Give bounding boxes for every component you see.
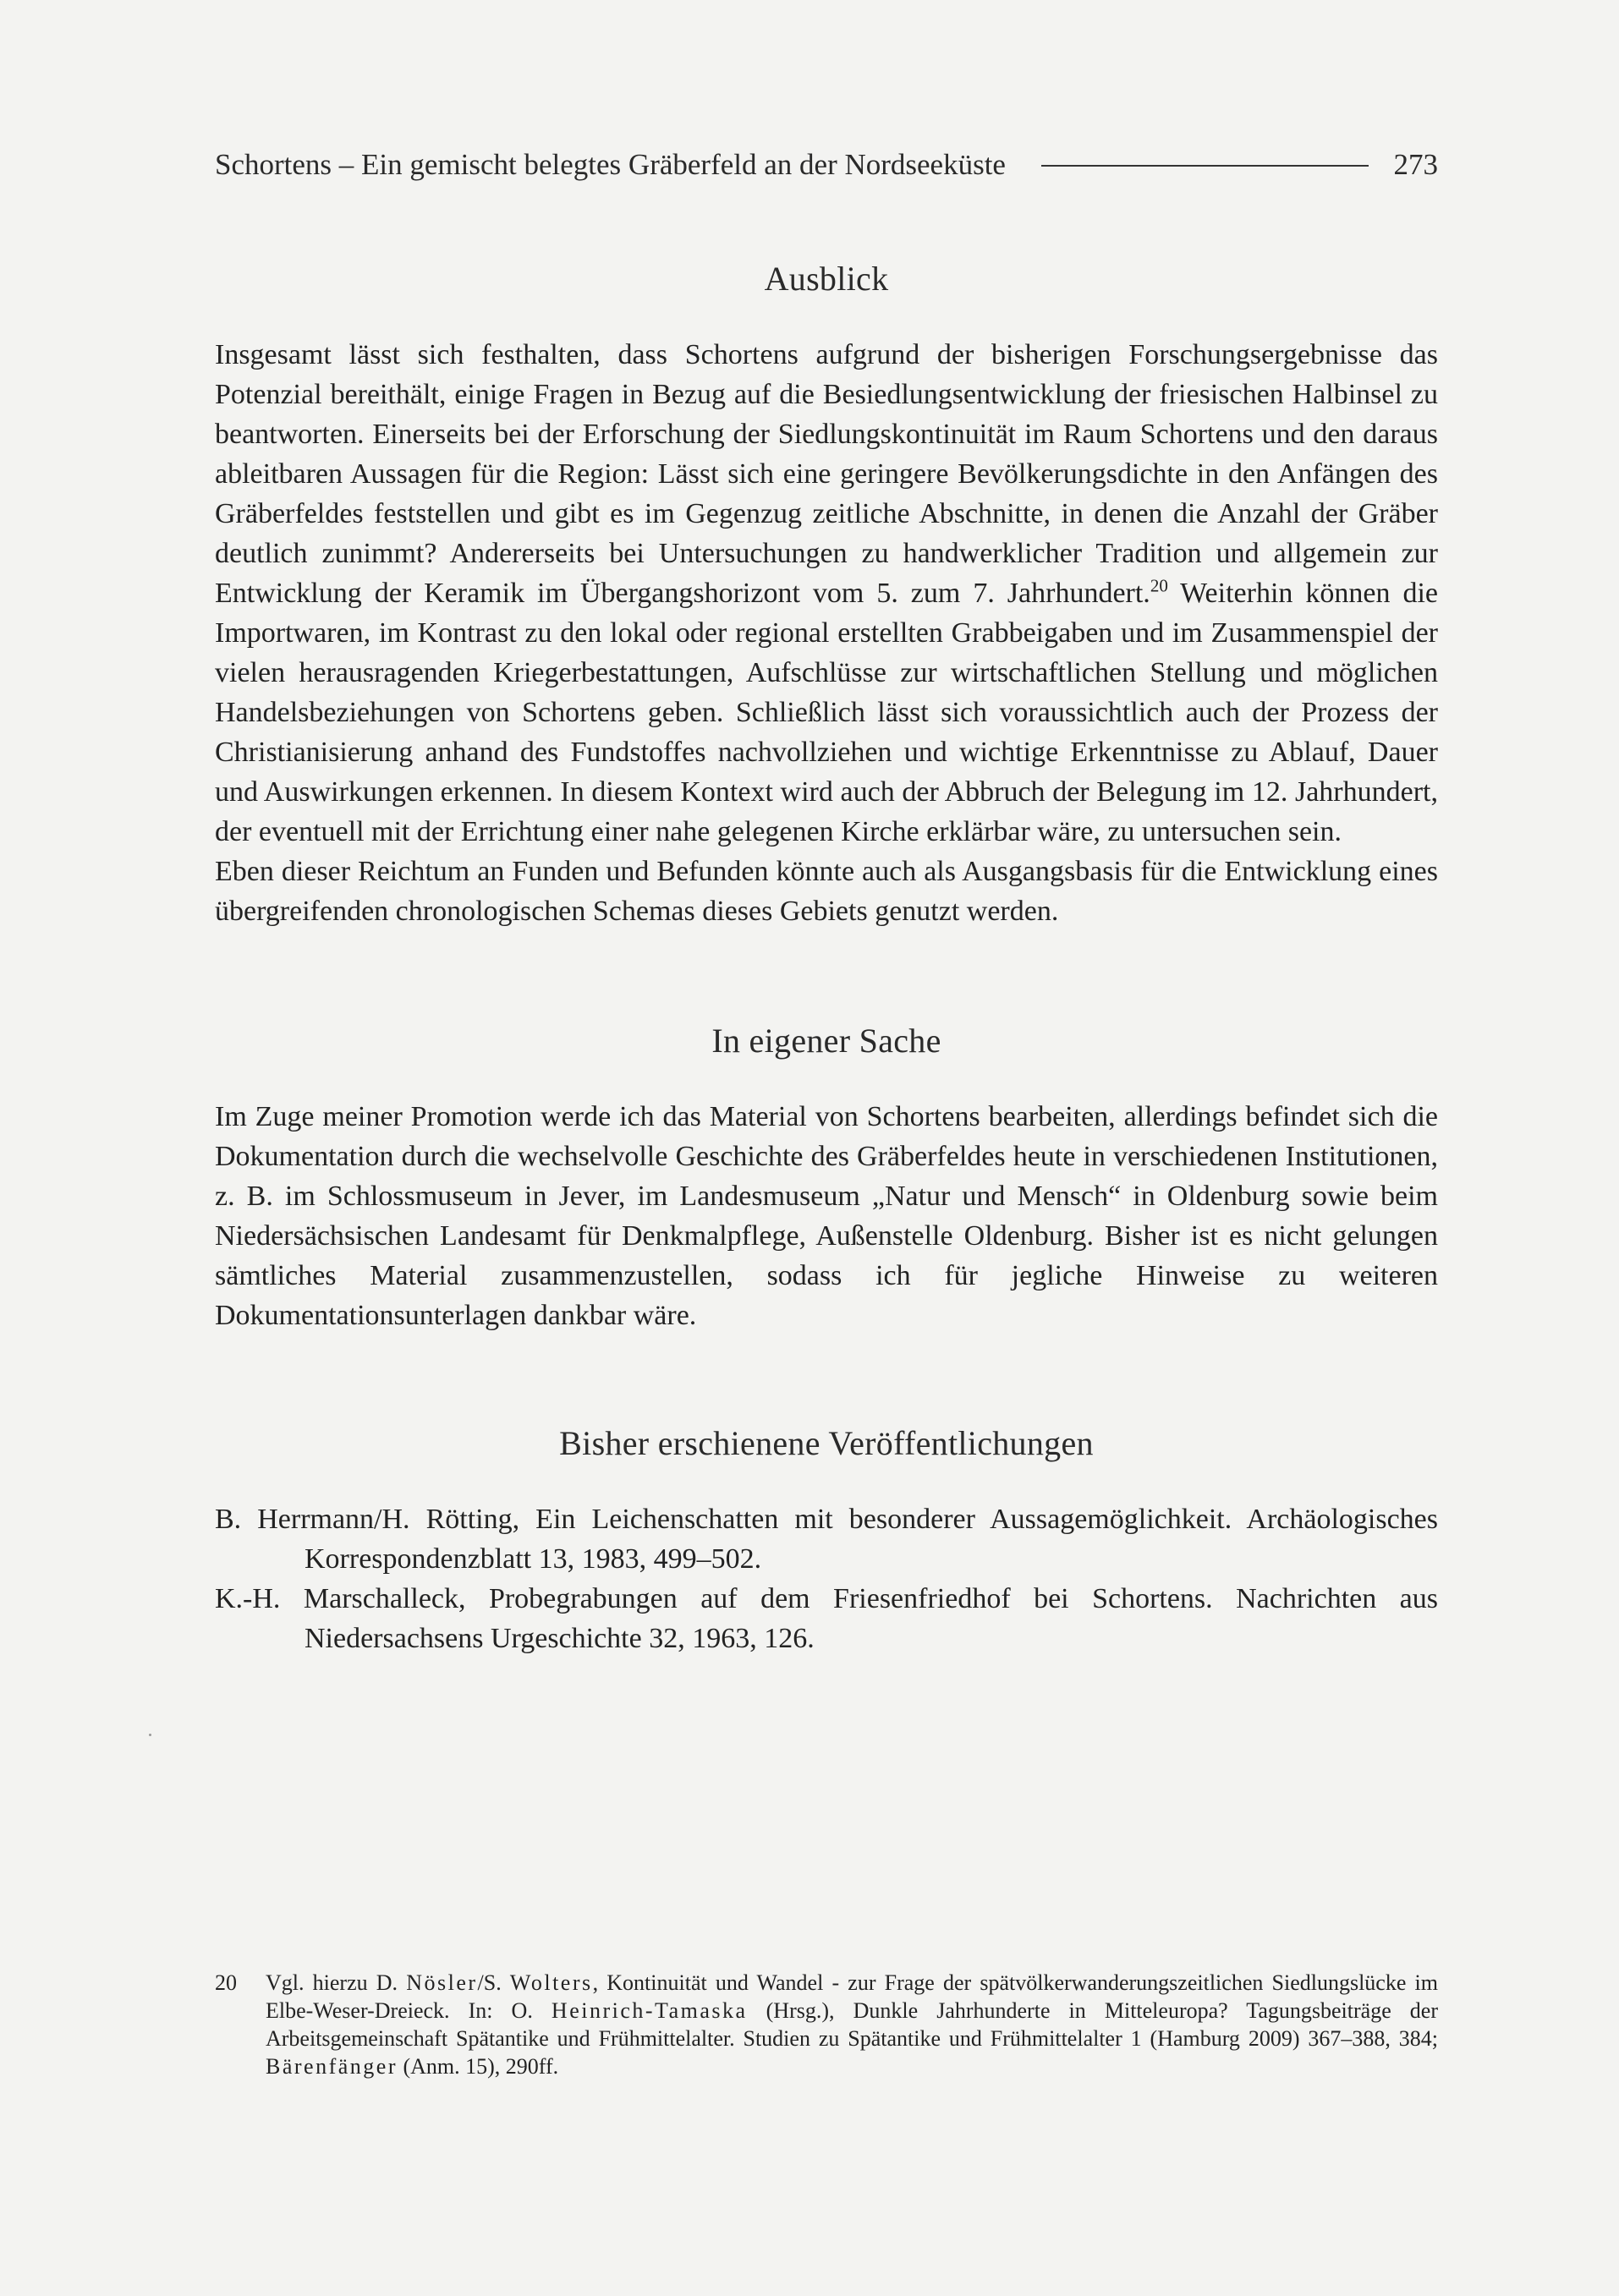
page-number: 273 — [1393, 147, 1438, 181]
bibliography-entry: B. Herrmann/H. Rötting, Ein Leichenschatten mit besonderer Aussagemöglichkeit. Archäologisches Korrespondenzblatt 13, 1983, 499–502. — [215, 1504, 1438, 1575]
footnote-number: 20 — [215, 1970, 237, 1995]
footnote-text-part: /S. — [477, 1970, 510, 1995]
publications-list — [215, 1499, 1438, 1658]
heading-ausblick: Ausblick — [764, 260, 889, 298]
section-eigene-sache-body — [215, 1097, 1438, 1335]
footnote-text-part: , Kontinuität und Wandel - zur Frage der spätvölkerwanderungszeitlichen Siedlungslücke im Elbe-Weser-Dreieck. In: O. — [266, 1970, 1438, 2023]
paragraph-eigene-sache: Im Zuge meiner Promotion werde ich das Material von Schortens bearbeiten, allerdings befindet sich die Dokumentation durch die wechselvolle Geschichte des Gräberfeldes heute in verschiedenen Institutionen, z. B. im Schlossmuseum in Jever, im Landesmuseum „Natur und Mensch“ in Oldenburg sowie beim Niedersächsischen Landesamt für Denkmalpflege, Außenstelle Oldenburg. Bisher ist es nicht gelungen sämtliches Material zusammenzustellen, sodass ich für jegliche Hinweise zu weiteren Dokumentationsunterlagen dankbar wäre. — [215, 1101, 1438, 1331]
heading-publications: Bisher erschienene Veröffentlichungen — [559, 1424, 1094, 1462]
footnote-text-part: (Anm. 15), 290ff. — [397, 2054, 559, 2079]
author-name: Bärenfänger — [266, 2054, 398, 2079]
footnote-20 — [215, 1969, 1438, 2080]
bibliography-entry: K.-H. Marschalleck, Probegrabungen auf dem Friesenfriedhof bei Schortens. Nachrichten aus Niedersachsens Urgeschichte 32, 1963, 126. — [215, 1583, 1438, 1654]
paragraph-ausblick-1 — [215, 335, 1438, 852]
footnote-text-part: Vgl. hierzu D. — [266, 1970, 407, 1995]
heading-eigene-sache: In eigener Sache — [711, 1022, 941, 1060]
footnote-reference[interactable]: 20 — [1150, 575, 1168, 596]
running-header-rule — [1041, 165, 1369, 167]
author-name: Heinrich-Tamaska — [551, 1998, 748, 2023]
author-name: Wolters — [509, 1970, 593, 1995]
footnote-text — [266, 1969, 1438, 2080]
footnotes — [215, 1969, 1438, 2080]
scan-speck — [149, 1734, 151, 1736]
footnote-text-part: (Hrsg.), Dunkle Jahrhunderte in Mitteleuropa? Tagungsbeiträge der Arbeitsgemeinschaft Spätantike und Frühmittelalter. Studien zu Spätantike und Frühmittelalter 1 (Hamburg 2009) 367–388, 384; — [266, 1998, 1439, 2051]
section-ausblick-body — [215, 335, 1438, 931]
page-content — [215, 144, 1438, 1658]
paragraph-ausblick-2: Eben dieser Reichtum an Funden und Befunden könnte auch als Ausgangsbasis für die Entwicklung eines übergreifenden chronologischen Schemas dieses Gebiets genutzt werden. — [215, 856, 1438, 927]
author-name: Nösler — [406, 1970, 478, 1995]
running-header — [215, 144, 1438, 184]
paragraph-text: Insgesamt lässt sich festhalten, dass Schortens aufgrund der bisherigen Forschungsergebnisse das Potenzial bereithält, einige Fragen in Bezug auf die Besiedlungsentwicklung der friesischen Halbinsel zu beantworten. Einerseits bei der Erforschung der Siedlungskontinuität im Raum Schortens und den daraus ableitbaren Aussagen für die Region: Lässt sich eine geringere Bevölkerungsdichte in den Anfängen des Gräberfeldes feststellen und gibt es im Gegenzug zeitliche Abschnitte, in denen die Anzahl der Gräber deutlich zunimmt? Andererseits bei Untersuchungen zu handwerklicher Tradition und allgemein zur Entwicklung der Keramik im Übergangshorizont vom 5. zum 7. Jahrhundert. — [215, 339, 1438, 609]
running-header-title: Schortens – Ein gemischt belegtes Gräberfeld an der Nordseeküste — [215, 147, 1006, 181]
paragraph-text: Weiterhin können die Importwaren, im Kontrast zu den lokal oder regional erstellten Grabbeigaben und im Zusammenspiel der vielen herausragenden Kriegerbestattungen, Aufschlüsse zur wirtschaftlichen Stellung und möglichen Handelsbeziehungen von Schortens geben. Schließlich lässt sich voraussichtlich auch der Prozess der Christianisierung anhand des Fundstoffes nachvollziehen und wichtige Erkenntnisse zu Ablauf, Dauer und Auswirkungen erkennen. In diesem Kontext wird auch der Abbruch der Belegung im 12. Jahrhundert, der eventuell mit der Errichtung einer nahe gelegenen Kirche erklärbar wäre, zu untersuchen sein. — [215, 578, 1438, 847]
